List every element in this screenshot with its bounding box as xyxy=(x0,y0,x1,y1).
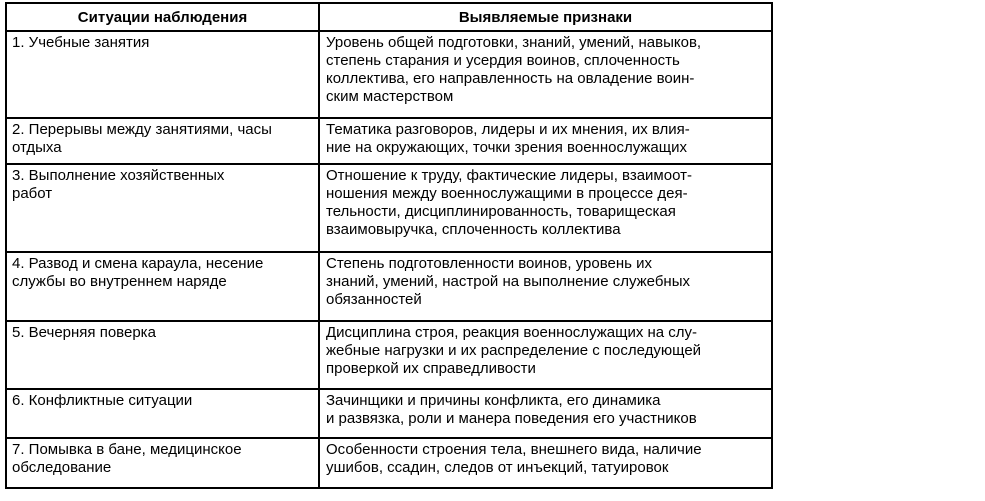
situation-line: 5. Вечерняя поверка xyxy=(12,324,156,341)
signs-line: Дисциплина строя, реакция военнослужащих на слу- xyxy=(326,324,698,341)
signs-cell xyxy=(319,118,772,164)
signs-cell xyxy=(319,31,772,118)
situation-line: 7. Помывка в бане, медицинское xyxy=(12,441,242,458)
signs-line: Отношение к труду, фактические лидеры, взаимоот- xyxy=(326,167,692,184)
situation-cell xyxy=(6,438,319,488)
signs-line: коллектива, его направленность на овладение воин- xyxy=(326,70,695,87)
situation-cell xyxy=(6,31,319,118)
signs-cell xyxy=(319,252,772,321)
table-row xyxy=(6,252,772,321)
situation-line: 2. Перерывы между занятиями, часы xyxy=(12,121,272,138)
situation-line: работ xyxy=(12,185,53,202)
signs-line: тельности, дисциплинированность, товарищеская xyxy=(326,203,676,220)
signs-cell xyxy=(319,438,772,488)
situation-line: 3. Выполнение хозяйственных xyxy=(12,167,225,184)
situation-cell xyxy=(6,321,319,389)
situation-cell xyxy=(6,118,319,164)
signs-line: ским мастерством xyxy=(326,88,454,105)
table-row xyxy=(6,389,772,438)
signs-line: жебные нагрузки и их распределение с последующей xyxy=(326,342,702,359)
signs-line: ношения между военнослужащими в процессе дея- xyxy=(326,185,688,202)
signs-cell xyxy=(319,321,772,389)
situation-line: 1. Учебные занятия xyxy=(12,34,150,51)
table-row xyxy=(6,31,772,118)
table-row xyxy=(6,321,772,389)
table-row xyxy=(6,438,772,488)
signs-line: Зачинщики и причины конфликта, его динамика xyxy=(326,392,661,409)
signs-line: и развязка, роли и манера поведения его участников xyxy=(326,410,697,427)
table-row xyxy=(6,118,772,164)
situation-cell xyxy=(6,252,319,321)
table-row xyxy=(6,164,772,252)
situation-line: обследование xyxy=(12,459,112,476)
signs-line: обязанностей xyxy=(326,291,422,308)
situation-line: отдыха xyxy=(12,139,62,156)
header-situations: Ситуации наблюдения xyxy=(6,3,319,31)
signs-line: ние на окружающих, точки зрения военнослужащих xyxy=(326,139,687,156)
signs-line: Тематика разговоров, лидеры и их мнения, их влия- xyxy=(326,121,690,138)
signs-cell xyxy=(319,164,772,252)
situation-line: 4. Развод и смена караула, несение xyxy=(12,255,264,272)
situation-line: службы во внутреннем наряде xyxy=(12,273,227,290)
signs-line: знаний, умений, настрой на выполнение служебных xyxy=(326,273,690,290)
signs-line: проверкой их справедливости xyxy=(326,360,536,377)
signs-line: Особенности строения тела, внешнего вида, наличие xyxy=(326,441,702,458)
signs-line: степень старания и усердия воинов, сплоченность xyxy=(326,52,680,69)
signs-line: взаимовыручка, сплоченность коллектива xyxy=(326,221,621,238)
observation-table xyxy=(5,2,773,489)
header-signs: Выявляемые признаки xyxy=(319,3,772,31)
situation-line: 6. Конфликтные ситуации xyxy=(12,392,193,409)
signs-line: ушибов, ссадин, следов от инъекций, татуировок xyxy=(326,459,669,476)
situation-cell xyxy=(6,389,319,438)
signs-line: Уровень общей подготовки, знаний, умений, навыков, xyxy=(326,34,702,51)
situation-cell xyxy=(6,164,319,252)
table-header-row xyxy=(6,3,772,31)
signs-cell xyxy=(319,389,772,438)
signs-line: Степень подготовленности воинов, уровень их xyxy=(326,255,652,272)
